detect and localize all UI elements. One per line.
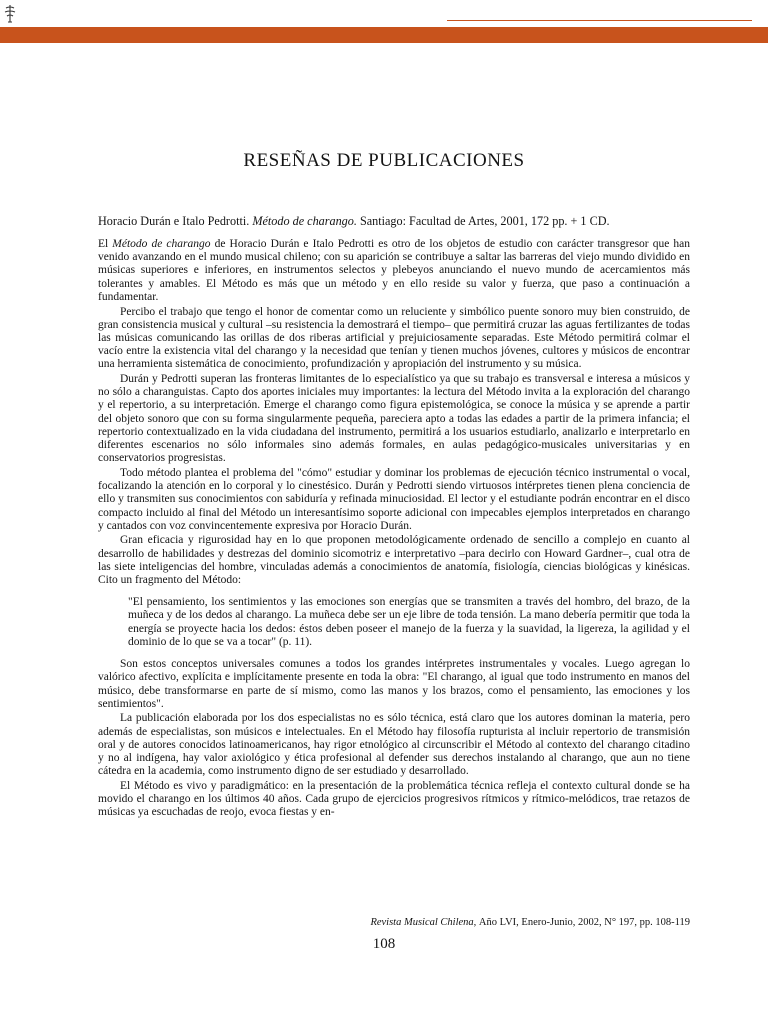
journal-name: Revista Musical Chilena, (370, 917, 477, 928)
block-quote: "El pensamiento, los sentimientos y las emociones son energías que se transmiten a través del hombro, del brazo, de la muñeca y de los dedos al charango. La muñeca debe ser un eje libre de toda tensión. La mano debería permitir que toda la energía se proyecte hacia los dedos: éstos deben poseer el manejo de la fuerza y la suavidad, la ligereza, la agilidad y el dominio de lo que se va a tocar" (p. 11). (128, 596, 690, 648)
citation-publisher: Santiago: Facultad de Artes, 2001, 172 pp. + 1 CD. (359, 214, 610, 228)
journal-emblem-icon (3, 4, 17, 24)
header-rule (447, 20, 752, 21)
review-paragraph: Gran eficacia y rigurosidad hay en lo que proponen metodológicamente ordenado de sencillo a complejo en cuanto al desarrollo de habilidades y destrezas del dominio sicomotriz e interpretativo –para decirlo con Howard Gardner–, cual otra de las siete inteligencias del hombre, vinculadas además a conocimientos de anatomía, fisiología, ciencias biológicas y kinésicas. Cito un fragmento del Método: (98, 534, 690, 587)
review-paragraph: Percibo el trabajo que tengo el honor de comentar como un reluciente y simbólico puente sonoro muy bien construido, de gran consistencia musical y cultural –su resistencia la demostrará el tiempo– que permitirá cruzar las aguas fertilizantes de todas las músicas comunicando las orillas de dos riberas artificial y prejuiciosamente separadas. Este Método permitirá colmar el vacío entre la existencia vital del charango y la necesidad que tenían y tienen muchos jóvenes, cultores y músicos de encontrar una herramienta sistemática de conocimiento, profundización y apropiación del instrumento y su música. (98, 305, 690, 371)
review-paragraph: Todo método plantea el problema del "cómo" estudiar y dominar los problemas de ejecución técnico instrumental o vocal, focalizando la atención en lo corporal y lo cinestésico. Durán y Pedrotti siendo virtuosos intérpretes tienen plena conciencia de ello y transmiten sus conocimientos con sabiduría y refinada minuciosidad. El lector y el estudiante podrán encontrar en el disco compacto incluido al final del Método un interesantísimo soporte adicional con impecables ejemplos interpretados en charango y cantados con voz convincentemente expresiva por Horacio Durán. (98, 466, 690, 532)
citation-authors: Horacio Durán e Italo Pedrotti. (98, 214, 250, 228)
review-paragraph: El Método de charango de Horacio Durán e Italo Pedrotti es otro de los objetos de estudio con carácter transgresor que han venido avanzando en el mundo musical chileno; con su aparición se contribuye a saltar las barreras del viejo mundo dividido en músicas superiores e inferiores, en instrumentos selectos y plebeyos anunciando el nuevo mundo de acercamientos más tolerantes y amables. El Método es más que un método y en ello reside su valor y fuerza, que paso a continuación a fundamentar. (98, 238, 690, 303)
review-paragraph: Durán y Pedrotti superan las fronteras limitantes de lo especialístico ya que su trabajo es transversal e interesa a músicos y no sólo a charanguistas. Capto dos aportes iniciales muy importantes: la lectura del Método invita a la exploración del charango y el repertorio, a su interpretación. Emerge el charango como figura epistemológica, se conoce la música y se aprende a partir del objeto sonoro que con su forma singularmente pequeña, pareciera apto a todas las edades a partir de la primera infancia; el repertorio contextualizado en la vida ciudadana del instrumento, permitirá a los usuarios estudiarlo, analizarlo e interpretarlo en diferentes escenarios no sólo informales sino además formales, en aulas pedagógico-musicales universitarias y en conservatorios progresistas. (98, 373, 690, 465)
page-number: 108 (372, 936, 396, 952)
section-title: RESEÑAS DE PUBLICACIONES (243, 150, 525, 171)
review-paragraph: Son estos conceptos universales comunes a todos los grandes intérpretes instrumentales y vocales. Luego agregan lo valórico afectivo, explícita e implícitamente presente en toda la obra: "El charango, al igual que todo instrumento en manos del músico, debe transformarse en parte de sí mismo, como las manos y los brazos, como el pensamiento, las emociones y los sentimientos". (98, 658, 690, 710)
review-paragraph: La publicación elaborada por los dos especialistas no es sólo técnica, está claro que los autores dominan la materia, pero además de especialistas, son músicos e intelectuales. En el Método hay filosofía rupturista al incluir repertorio de transmisión oral y de autores conocidos latinoamericanos, hay rigor etnológico al circunscribir el Método al contexto del charango citadino y no al indígena, hay valor axiológico y ética profesional al defender sus derechos instalando al charango, que aun no tiene cátedra en la academia, como instrumento digno de ser estudiado y desarrollado. (98, 712, 690, 778)
citation-title: Método de charango. (252, 214, 357, 228)
review-body (98, 238, 690, 821)
journal-footer (370, 917, 690, 928)
journal-issue: Año LVI, Enero-Junio, 2002, N° 197, pp. 108-119 (478, 917, 690, 928)
review-paragraph: El Método es vivo y paradigmático: en la presentación de la problemática técnica refleja el contexto cultural donde se ha movido el charango en los últimos 40 años. Cada grupo de ejercicios progresivos rítmicos y rítmico-melódicos, trae retazos de músicas ya escuchadas de reojo, evoca fiestas y en- (98, 779, 690, 819)
book-citation (98, 213, 698, 229)
header-color-band (0, 27, 768, 43)
